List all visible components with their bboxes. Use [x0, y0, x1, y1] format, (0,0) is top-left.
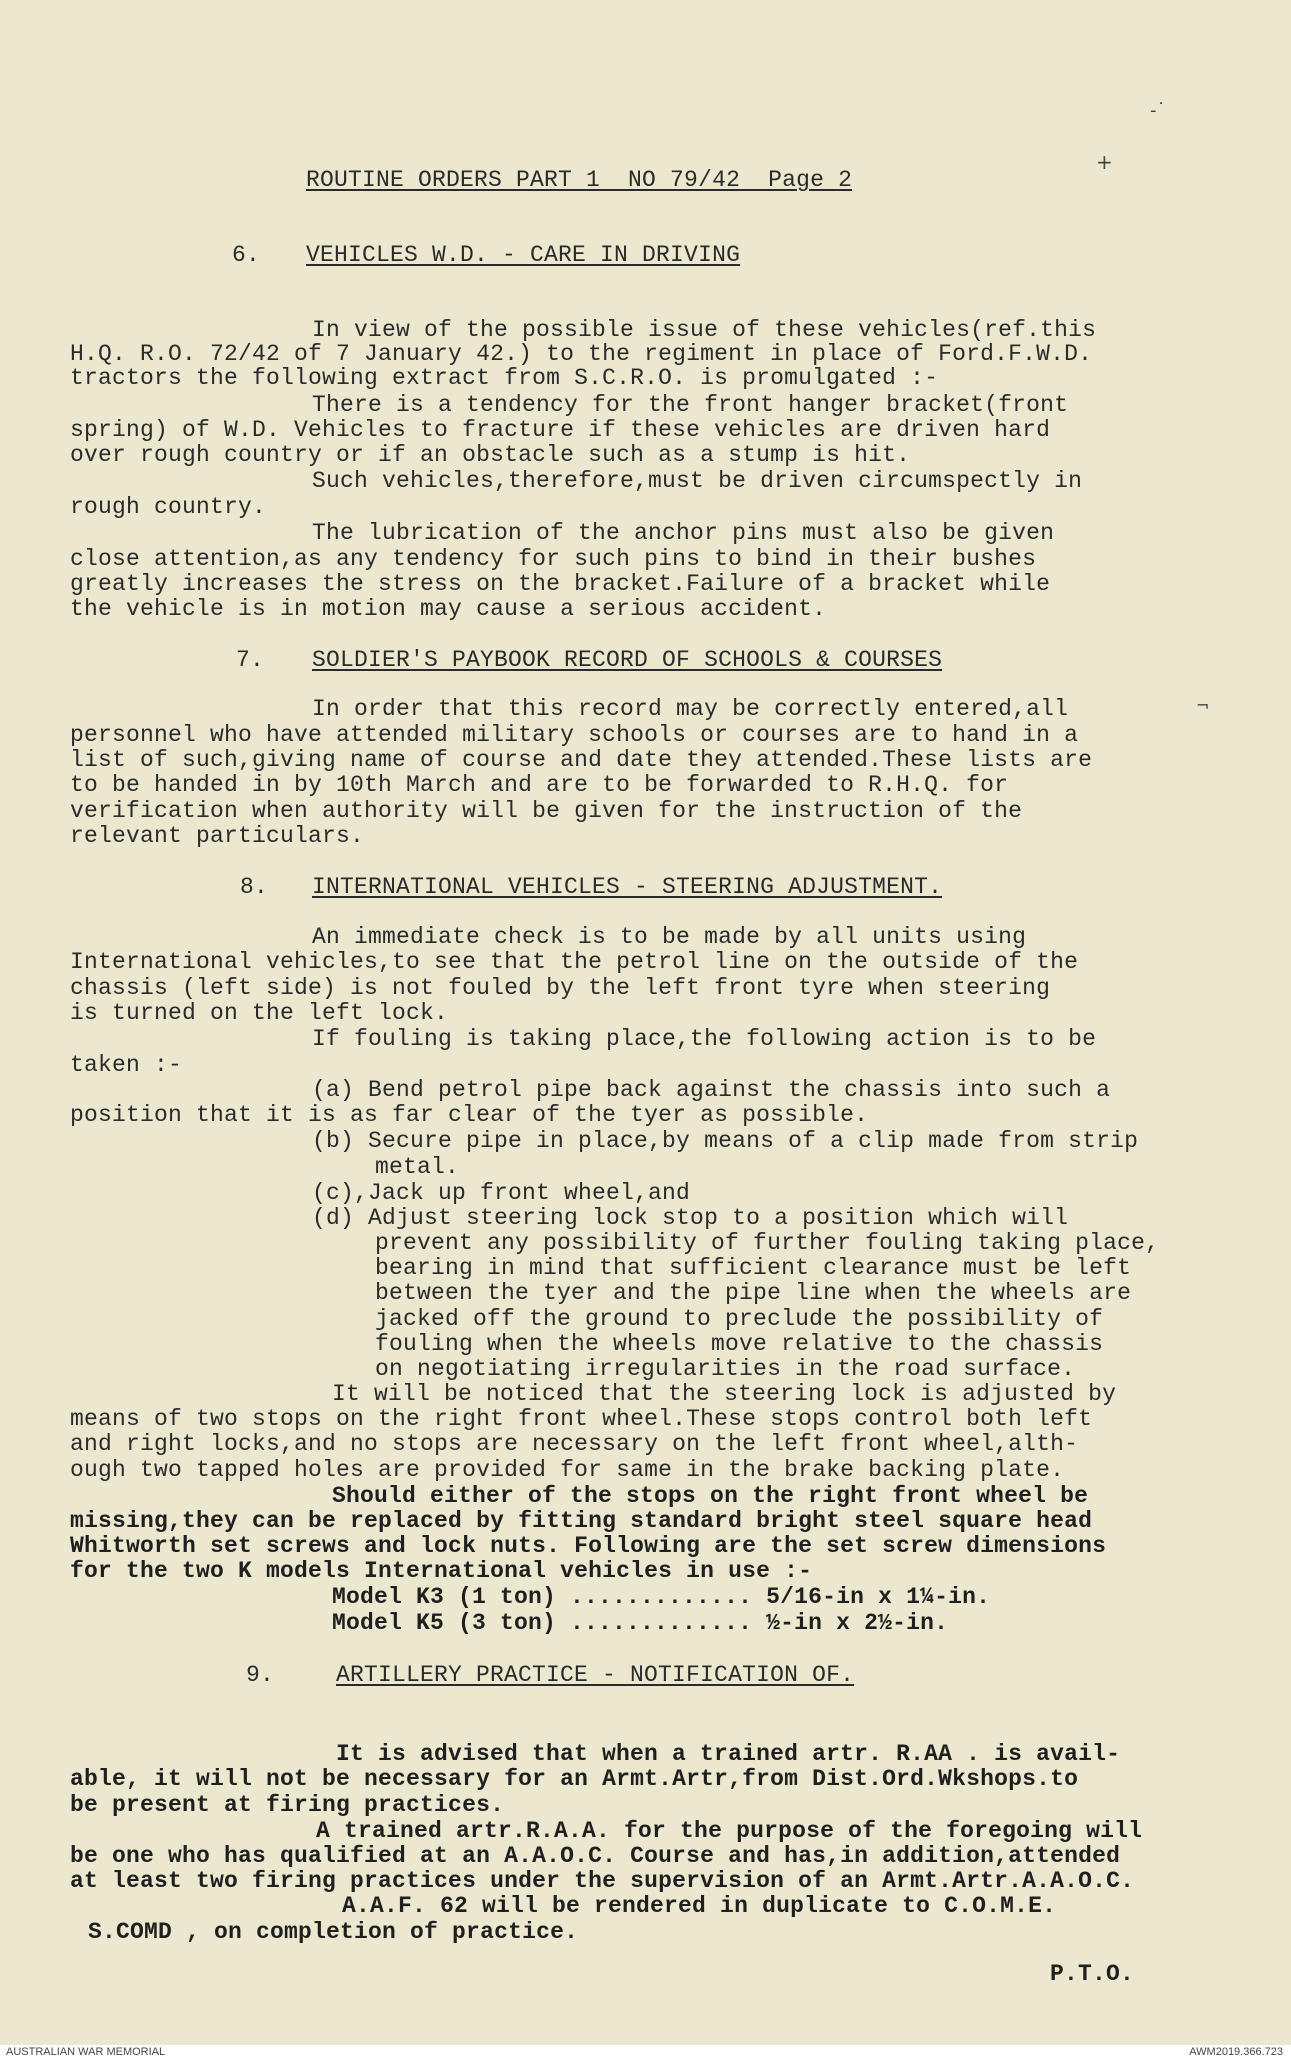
section-6-line: tractors the following extract from S.C.R.O. is promulgated :- — [70, 365, 939, 391]
section-8-line: If fouling is taking place,the following action is to be — [312, 1026, 1097, 1052]
section-9-line: at least two firing practices under the supervision of an Armt.Artr.A.A.O.C. — [70, 1868, 1135, 1894]
section-9-line: A trained artr.R.A.A. for the purpose of the foregoing will — [316, 1818, 1143, 1844]
section-7-line: relevant particulars. — [70, 823, 365, 849]
section-8-line: between the tyer and the pipe line when the wheels are — [375, 1280, 1132, 1306]
section-8-line: An immediate check is to be made by all units using — [312, 924, 1027, 950]
section-8-number: 8. — [240, 874, 269, 900]
section-9-line: It is advised that when a trained artr. R.AA . is avail- — [336, 1741, 1121, 1767]
section-6-number: 6. — [232, 242, 261, 268]
pto-note: P.T.O. — [1050, 1961, 1135, 1987]
margin-mark-top: ‐˙ — [1150, 100, 1166, 121]
section-8-line: bearing in mind that sufficient clearance must be left — [375, 1255, 1132, 1281]
section-7-number: 7. — [236, 647, 265, 673]
section-8-line: position that it is as far clear of the tyer as possible. — [70, 1102, 869, 1128]
section-6-line: Such vehicles,therefore,must be driven circumspectly in — [312, 468, 1083, 494]
section-8-spec-k3: Model K3 (1 ton) ............. 5/16-in x 1¼-in. — [332, 1584, 991, 1610]
section-6-line: H.Q. R.O. 72/42 of 7 January 42.) to the regiment in place of Ford.F.W.D. — [70, 341, 1093, 367]
section-8-title: INTERNATIONAL VEHICLES - STEERING ADJUSTMENT. — [312, 874, 943, 900]
section-8-line: for the two K models International vehicles in use :- — [70, 1558, 813, 1584]
section-9-line: able, it will not be necessary for an Armt.Artr,from Dist.Ord.Wkshops.to — [70, 1766, 1079, 1792]
section-8-line: Whitworth set screws and lock nuts. Following are the set screw dimensions — [70, 1533, 1107, 1559]
section-9-number: 9. — [246, 1662, 275, 1688]
section-8-line: and right locks,and no stops are necessary on the left front wheel,alth- — [70, 1431, 1079, 1457]
section-9-line: A.A.F. 62 will be rendered in duplicate to C.O.M.E. — [342, 1893, 1057, 1919]
footer-institution: AUSTRALIAN WAR MEMORIAL — [6, 2046, 166, 2058]
section-8-spec-k5: Model K5 (3 ton) ............. ½-in x 2½-in. — [332, 1610, 949, 1636]
margin-mark-right: ¬ — [1196, 696, 1210, 715]
section-6-line: close attention,as any tendency for such pins to bind in their bushes — [70, 546, 1037, 572]
section-6-line: over rough country or if an obstacle such as a stump is hit. — [70, 442, 911, 468]
section-9-line: S.COMD , on completion of practice. — [88, 1919, 579, 1945]
section-6-line: There is a tendency for the front hanger bracket(front — [312, 392, 1069, 418]
section-7-line: list of such,giving name of course and date they attended.These lists are — [70, 747, 1093, 773]
section-8-line: chassis (left side) is not fouled by the left front tyre when steering — [70, 975, 1051, 1001]
section-8-line: metal. — [375, 1154, 460, 1180]
section-8-line: prevent any possibility of further fouling taking place, — [375, 1230, 1160, 1256]
section-8-line: It will be noticed that the steering lock is adjusted by — [332, 1381, 1117, 1407]
page-header: ROUTINE ORDERS PART 1 NO 79/42 Page 2 — [306, 167, 853, 193]
section-8-line: (b) Secure pipe in place,by means of a clip made from strip — [312, 1128, 1139, 1154]
section-6-line: spring) of W.D. Vehicles to fracture if these vehicles are driven hard — [70, 417, 1051, 443]
margin-mark-cross: + — [1096, 150, 1113, 174]
section-7-title: SOLDIER'S PAYBOOK RECORD OF SCHOOLS & COURSES — [312, 647, 943, 673]
section-6-line: rough country. — [70, 494, 267, 520]
section-8-line: is turned on the left lock. — [70, 1000, 449, 1026]
section-8-line: on negotiating irregularities in the road surface. — [375, 1356, 1076, 1382]
section-7-line: In order that this record may be correctly entered,all — [312, 696, 1069, 722]
section-7-line: to be handed in by 10th March and are to be forwarded to R.H.Q. for — [70, 772, 1009, 798]
section-8-line: (c),Jack up front wheel,and — [312, 1180, 691, 1206]
section-8-line: Should either of the stops on the right front wheel be — [332, 1483, 1089, 1509]
section-6-line: The lubrication of the anchor pins must also be given — [312, 520, 1055, 546]
footer-accession-number: AWM2019.366.723 — [1189, 2046, 1283, 2058]
section-8-line: International vehicles,to see that the petrol line on the outside of the — [70, 949, 1079, 975]
section-7-line: verification when authority will be given for the instruction of the — [70, 798, 1023, 824]
section-8-line: (a) Bend petrol pipe back against the chassis into such a — [312, 1077, 1111, 1103]
section-6-line: In view of the possible issue of these vehicles(ref.this — [312, 317, 1097, 343]
section-8-line: fouling when the wheels move relative to the chassis — [375, 1331, 1104, 1357]
section-9-line: be one who has qualified at an A.A.O.C. Course and has,in addition,attended — [70, 1843, 1121, 1869]
section-8-line: means of two stops on the right front wheel.These stops control both left — [70, 1406, 1093, 1432]
archive-footer — [0, 2045, 1291, 2061]
section-8-line: (d) Adjust steering lock stop to a position which will — [312, 1205, 1069, 1231]
section-6-line: greatly increases the stress on the bracket.Failure of a bracket while — [70, 571, 1051, 597]
section-8-line: missing,they can be replaced by fitting standard bright steel square head — [70, 1508, 1093, 1534]
section-7-line: personnel who have attended military schools or courses are to hand in a — [70, 722, 1079, 748]
section-8-line: jacked off the ground to preclude the possibility of — [375, 1306, 1104, 1332]
section-8-line: ough two tapped holes are provided for same in the brake backing plate. — [70, 1457, 1065, 1483]
section-6-title: VEHICLES W.D. - CARE IN DRIVING — [306, 242, 741, 268]
section-8-line: taken :- — [70, 1052, 183, 1078]
section-9-title: ARTILLERY PRACTICE - NOTIFICATION OF. — [336, 1662, 855, 1688]
section-6-line: the vehicle is in motion may cause a serious accident. — [70, 596, 827, 622]
section-9-line: be present at firing practices. — [70, 1792, 505, 1818]
